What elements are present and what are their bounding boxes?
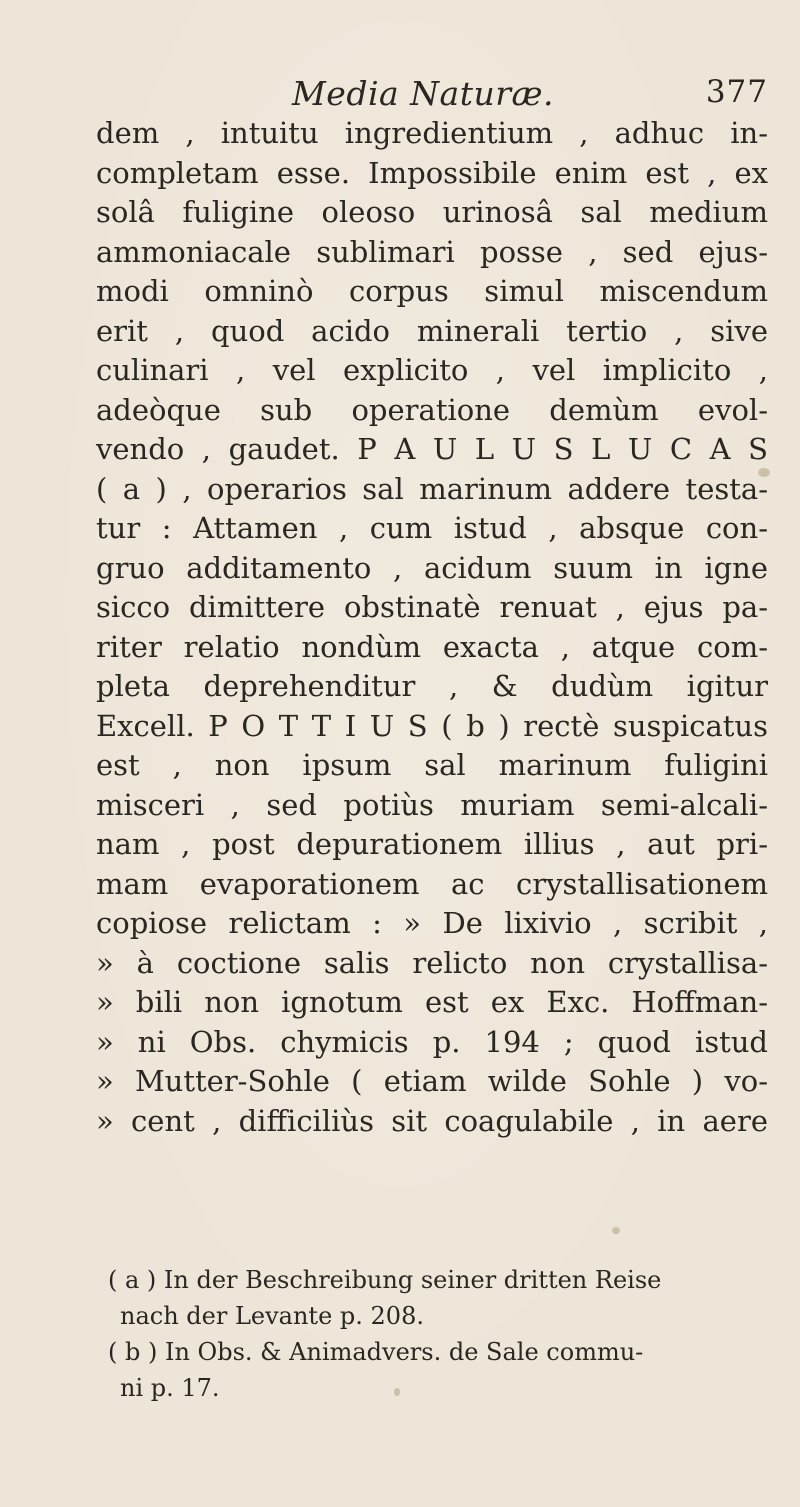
text-line: ( a ) , operarios sal marinum addere testa- (96, 471, 768, 506)
paper-speck (758, 468, 770, 477)
text-line: gruo additamento , acidum suum in igne (96, 550, 768, 585)
text-line: nam , post depurationem illius , aut pri- (96, 827, 768, 861)
running-title: Media Naturæ. (292, 74, 555, 113)
text-line: est , non ipsum sal marinum fuligini (96, 748, 768, 782)
text-line: ammoniacale sublimari posse , sed ejus- (96, 234, 768, 269)
text-line: erit , quod acido minerali tertio , sive (96, 313, 768, 348)
text-line: solâ fuligine oleoso urinosâ sal medium (96, 195, 768, 229)
page-number: 377 (705, 74, 768, 110)
text-line: » Mutter-Sohle ( etiam wilde Sohle ) vo- (96, 1064, 768, 1098)
text-line: vendo , gaudet. P A U L U S L U C A S (96, 432, 768, 466)
text-line: culinari , vel explicito , vel implicito , (96, 353, 768, 387)
footnote-a-continued: nach der Levante p. 208. (120, 1302, 424, 1330)
body-text (96, 114, 768, 1141)
text-line: adeòque sub operatione demùm evol- (96, 392, 768, 427)
text-line: pleta deprehenditur , & dudùm igitur (96, 669, 768, 703)
footnote-b: ( b ) In Obs. & Animadvers. de Sale commu- (108, 1338, 644, 1366)
text-line: mam evaporationem ac crystallisationem (96, 866, 768, 901)
text-line: sicco dimittere obstinatè renuat , ejus pa- (96, 590, 768, 624)
text-line: tur : Attamen , cum istud , absque con- (96, 511, 768, 545)
text-line: dem , intuitu ingredientium , adhuc in- (96, 116, 768, 150)
text-line: misceri , sed potiùs muriam semi-alcali- (96, 787, 768, 822)
text-line: riter relatio nondùm exacta , atque com- (96, 629, 768, 664)
paper-speck (612, 1227, 620, 1234)
text-line: » ni Obs. chymicis p. 194 ; quod istud (96, 1024, 768, 1059)
text-line: » à coctione salis relicto non crystallisa- (96, 945, 768, 980)
text-line: modi omninò corpus simul miscendum (96, 274, 768, 308)
paper-speck (394, 1388, 400, 1396)
footnote-a: ( a ) In der Beschreibung seiner dritten Reise (108, 1266, 662, 1294)
text-line: copiose relictam : » De lixivio , scribit , (96, 906, 768, 940)
text-line: completam esse. Impossibile enim est , ex (96, 155, 768, 190)
text-line: » bili non ignotum est ex Exc. Hoffman- (96, 985, 768, 1019)
text-line: » cent , difficiliùs sit coagulabile , in aere (96, 1103, 768, 1138)
text-line: Excell. P O T T I U S ( b ) rectè suspicatus (96, 708, 768, 743)
running-head (96, 74, 768, 114)
footnotes (108, 1262, 768, 1406)
footnote-b-continued: ni p. 17. (120, 1374, 220, 1402)
